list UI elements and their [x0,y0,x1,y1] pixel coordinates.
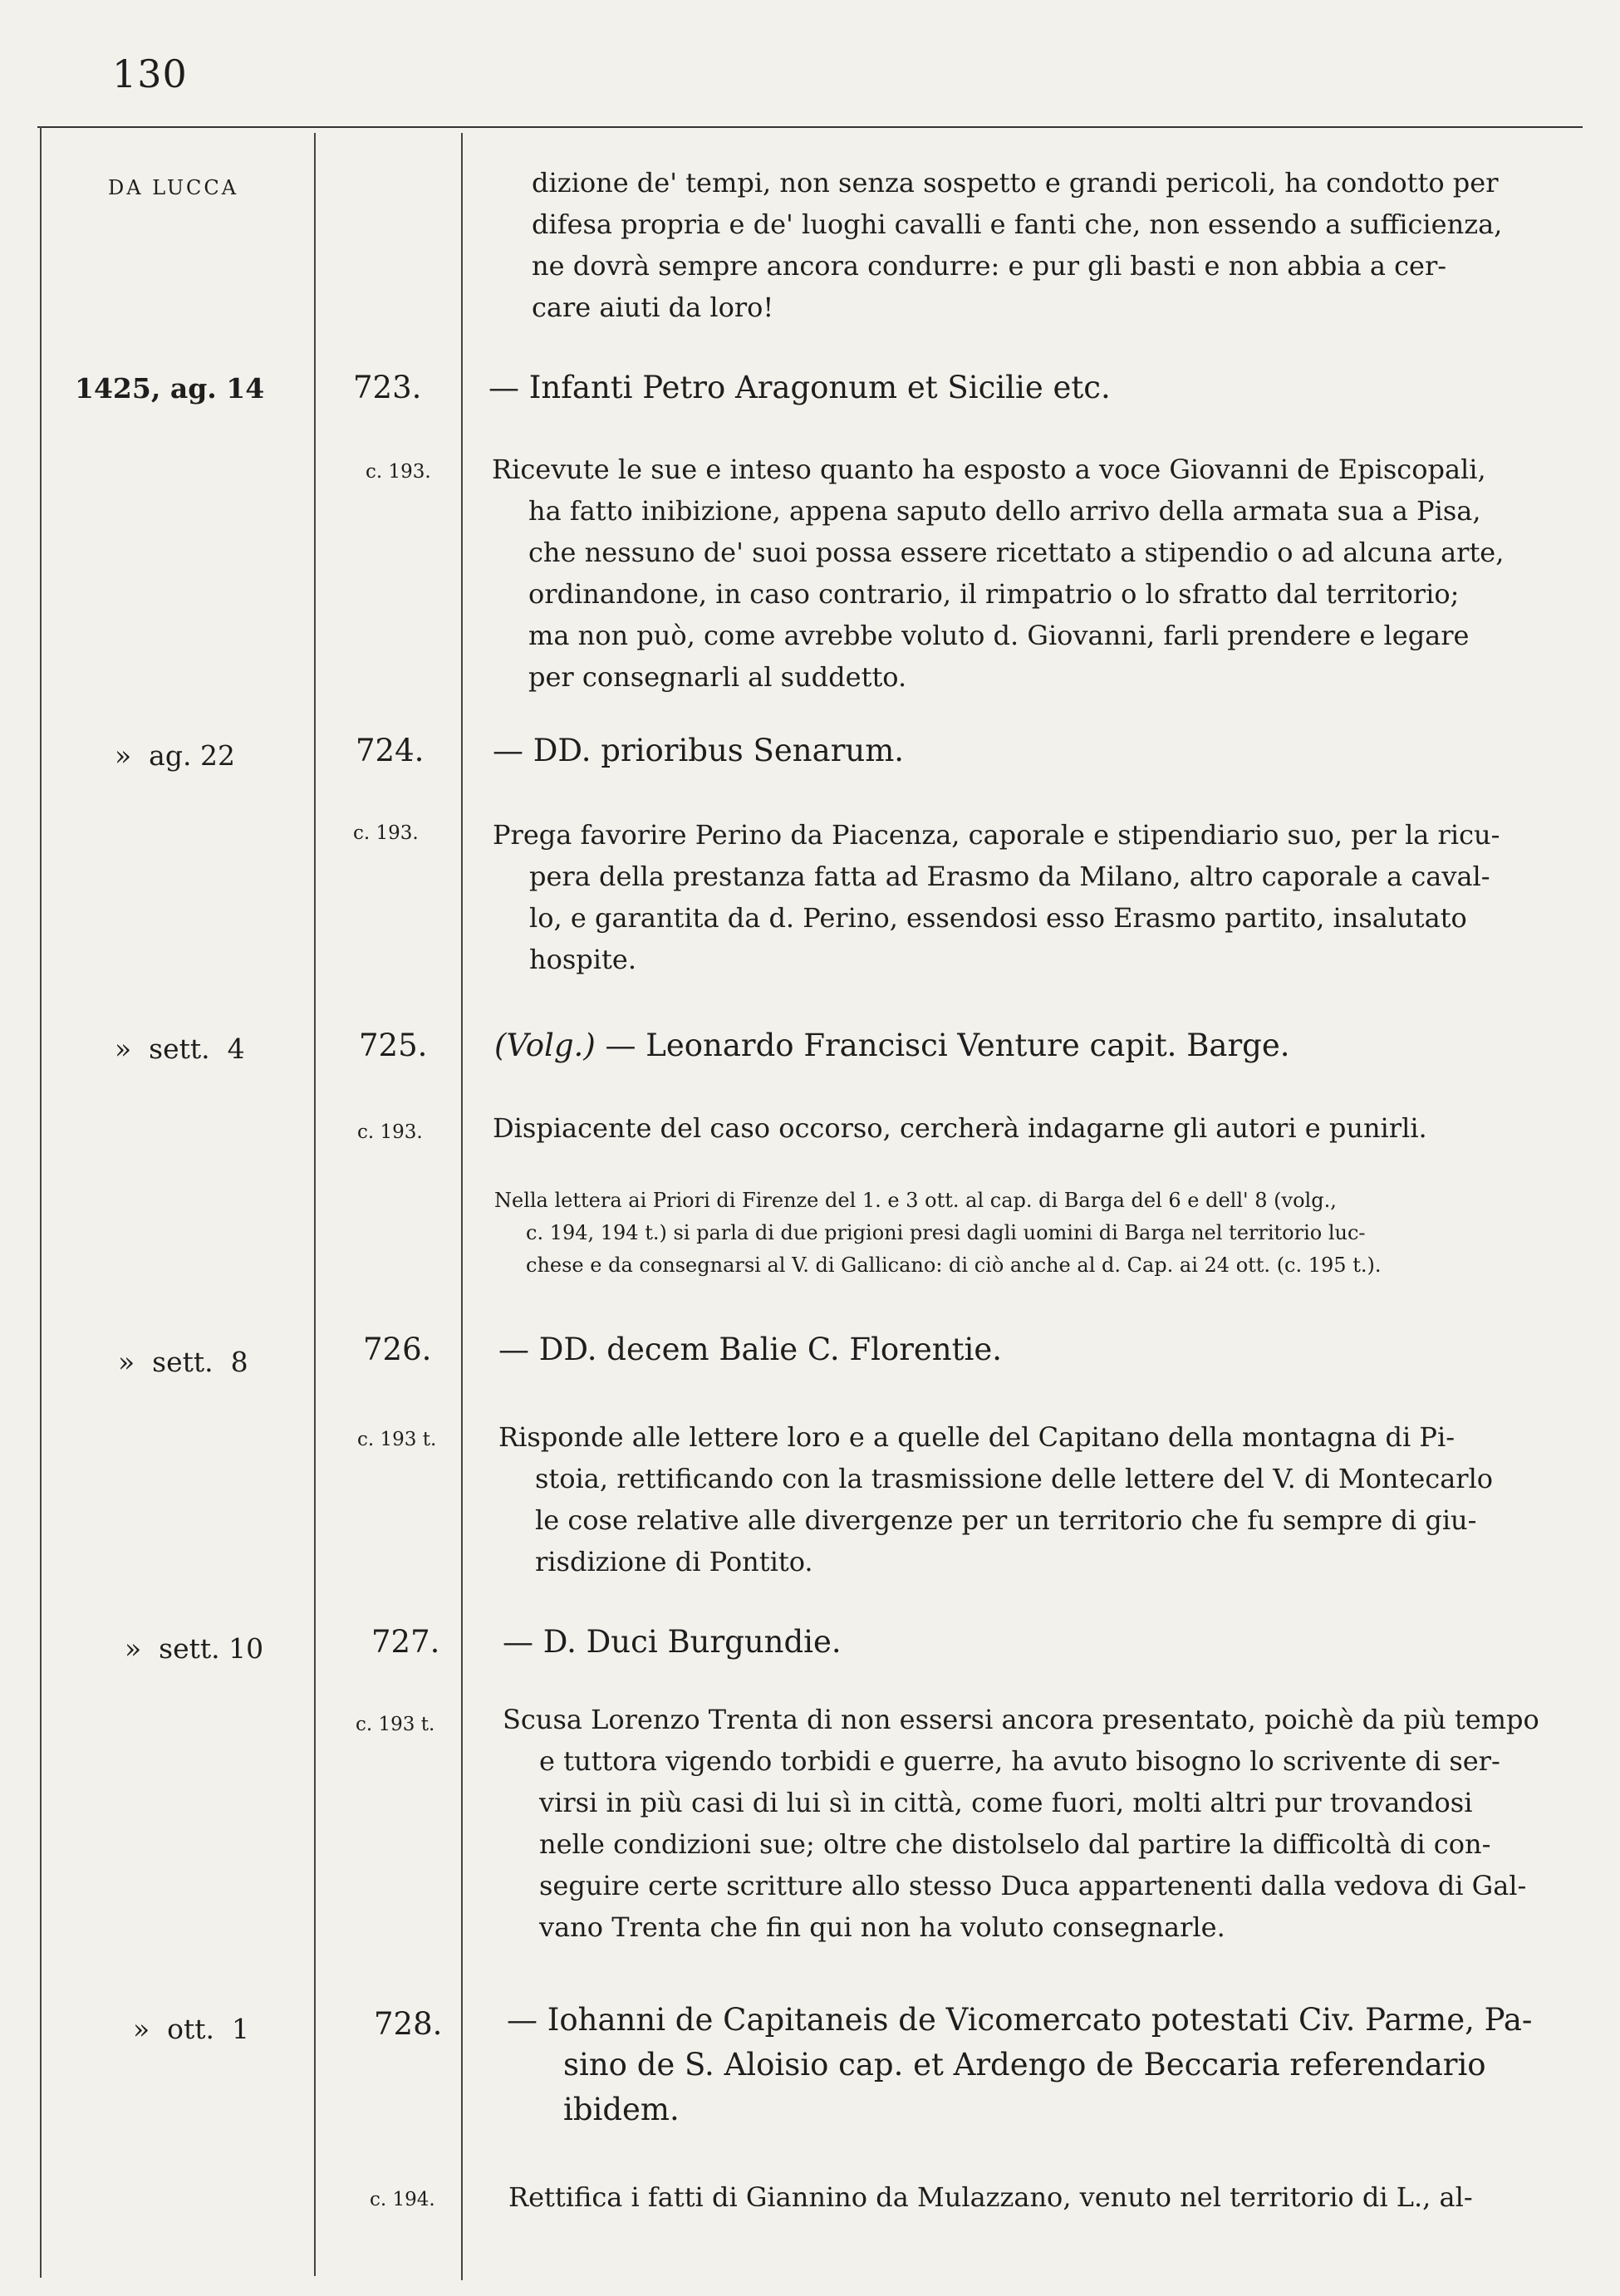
text-line: ordinandone, in caso contrario, il rimpatrio o lo sfratto dal territorio; [528,578,1460,610]
text-line: stoia, rettificando con la trasmissione delle lettere del V. di Montecarlo [535,1463,1494,1494]
note-line: Nella lettera ai Priori di Firenze del 1. e 3 ott. al cap. di Barga del 6 e dell' 8 (volg., [494,1189,1337,1212]
text-line: Scusa Lorenzo Trenta di non essersi ancora presentato, poichè da più tempo [503,1704,1539,1735]
text-line: ne dovrà sempre ancora condurre: e pur gli basti e non abbia a cer- [532,250,1447,282]
text-line: care aiuti da loro! [532,292,774,323]
entry-date: » ag. 22 [115,739,235,772]
title-prefix: (Volg.) [494,1028,596,1063]
entry-body [508,2176,1580,2218]
entry-number: 726. [363,1332,432,1367]
text-line: dizione de' tempi, non senza sospetto e grandi pericoli, ha condotto per [532,167,1499,199]
entry-body [493,814,1568,980]
left-rule [40,126,42,2278]
entry-folio: c. 193. [366,461,431,483]
text-line: Dispiacente del caso occorso, cercherà indagarne gli autori e punirli. [493,1112,1427,1144]
note-line: chese e da consegnarsi al V. di Gallicano: di ciò anche al d. Cap. ai 24 ott. (c. 195 t.). [526,1253,1382,1277]
text-line: che nessuno de' suoi possa essere ricettato a stipendio o ad alcuna arte, [528,537,1505,568]
title-line: sino de S. Aloisio cap. et Ardengo de Beccaria referendario [563,2047,1486,2083]
entry-title-line [494,1028,1290,1063]
text-line: ma non può, come avrebbe voluto d. Giovanni, farli prendere e legare [528,620,1470,651]
entry-date: 1425, ag. 14 [75,372,265,405]
entry-body [498,1416,1566,1582]
text-line: vano Trenta che fin qui non ha voluto consegnarle. [539,1911,1225,1943]
title-line: ibidem. [563,2092,680,2127]
header-label: DA LUCCA [108,176,239,199]
entry-folio: c. 194. [370,2189,435,2210]
entry-number: 727. [371,1624,440,1660]
text-line: virsi in più casi di lui sì in città, come fuori, molti altri pur trovandosi [539,1787,1473,1818]
entry-folio: c. 193 t. [357,1429,437,1450]
entry-title: — Leonardo Francisci Venture capit. Barge. [605,1028,1290,1063]
entry-folio: c. 193. [357,1121,423,1143]
entry-number: 723. [353,370,422,405]
entry-folio: c. 193 t. [356,1714,435,1735]
text-line: risdizione di Pontito. [535,1546,813,1577]
entry-date: » sett. 8 [118,1346,248,1378]
entry-title: — DD. prioribus Senarum. [493,733,905,768]
text-line: Risponde alle lettere loro e a quelle del Capitano della montagna di Pi- [498,1421,1455,1453]
text-line: seguire certe scritture allo stesso Duca appartenenti dalla vedova di Gal- [539,1870,1527,1901]
text-line: lo, e garantita da d. Perino, essendosi esso Erasmo partito, insalutato [529,902,1467,934]
text-line: difesa propria e de' luoghi cavalli e fanti che, non essendo a sufficienza, [532,209,1503,240]
text-line: le cose relative alle divergenze per un territorio che fu sempre di giu- [535,1504,1477,1536]
entry-title [507,1998,1578,2132]
text-line: per consegnarli al suddetto. [528,661,907,693]
text-line: Ricevute le sue e inteso quanto ha esposto a voce Giovanni de Episcopali, [492,454,1486,485]
entry-body [492,449,1564,698]
entry-title: — Infanti Petro Aragonum et Sicilie etc. [488,370,1111,405]
entry-title: — D. Duci Burgundie. [503,1624,842,1660]
entry-title: — DD. decem Balie C. Florentie. [498,1332,1002,1367]
text-line: nelle condizioni sue; oltre che distolselo dal partire la difficoltà di con- [539,1828,1491,1860]
entry-number: 724. [356,733,425,768]
text-line: pera della prestanza fatta ad Erasmo da Milano, altro caporale a caval- [529,861,1490,892]
text-line: ha fatto inibizione, appena saputo dello arrivo della armata sua a Pisa, [528,495,1481,527]
entry-note [494,1185,1583,1282]
title-line: — Iohanni de Capitaneis de Vicomercato potestati Civ. Parme, Pa- [507,2002,1533,2038]
column-rule-date [314,133,316,2276]
page-number: 130 [112,52,188,96]
note-line: c. 194, 194 t.) si parla di due prigioni presi dagli uomini di Barga nel territorio luc- [526,1221,1366,1244]
entry-number: 725. [359,1028,428,1063]
text-line: e tuttora vigendo torbidi e guerre, ha avuto bisogno lo scrivente di ser- [539,1745,1500,1777]
entry-number: 728. [374,2006,443,2042]
text-line: hospite. [529,944,636,975]
entry-date: » sett. 10 [125,1632,264,1665]
top-rule [37,126,1583,128]
entry-body [493,1107,1564,1149]
entry-folio: c. 193. [353,822,419,844]
entry-date: » sett. 4 [115,1033,245,1065]
continuation-text [532,162,1566,328]
column-rule-number [461,133,463,2280]
text-line: Rettifica i fatti di Giannino da Mulazzano, venuto nel territorio di L., al- [508,2181,1473,2213]
entry-body [503,1699,1570,1948]
text-line: Prega favorire Perino da Piacenza, caporale e stipendiario suo, per la ricu- [493,819,1500,851]
entry-date: » ott. 1 [133,2013,250,2045]
